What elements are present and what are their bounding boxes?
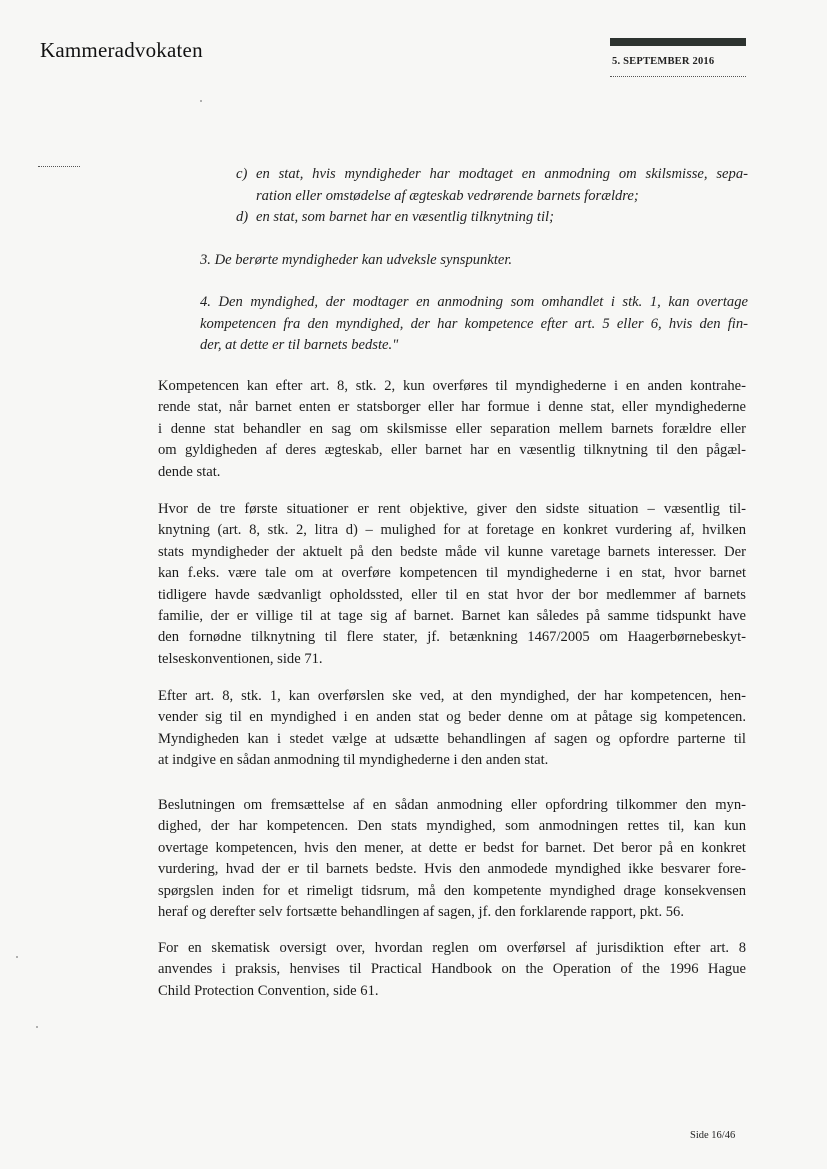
quote-item-c (236, 164, 748, 207)
kammeradvokaten-logo: Kammeradvokaten (40, 38, 203, 62)
quote-item-c-line1: c) en stat, hvis myndigheder har modtaget en anmodning om skilsmisse, sepa- (236, 164, 748, 186)
quote-item-d-label: d) (236, 209, 249, 225)
body-paragraph-4: Beslutningen om fremsættelse af en sådan anmodning eller opfordring tilkommer den myn- dighed, der har kompetencen. Den stats myndighed, som anmodningen rettes til, kan kun overtage kompetencen, hvis den mener, at dette er bedst for barnet. Det beror på en konkret vurdering, hvad der er til barnets bedste. Hvis den anmodede myndighed ikke besvarer fore- spørgslen inden for et rimeligt tidsrum, må den kompetente myndighed drage konsekvensen heraf og derefter selv fortsætte behandlingen af sagen, jf. den forklarende rapport, pkt. 56. (158, 797, 746, 921)
quote-item-d (236, 207, 748, 229)
quote-item-d-line1: d) en stat, som barnet har en væsentlig tilknytning til; (236, 207, 748, 229)
quote-para-4: 4. Den myndighed, der modtager en anmodning som omhandlet i stk. 1, kan overtage kompetencen fra den myndighed, der har kompetence efter art. 5 eller 6, hvis den fin- der, at dette er til barnets bedste." (200, 294, 748, 353)
quote-item-c-label: c) (236, 166, 248, 182)
quote-item-c-line2: ration eller omstødelse af ægteskab vedrørende barnets forældre; (256, 187, 639, 204)
scan-speck (36, 1026, 38, 1028)
body-paragraph-5: For en skematisk oversigt over, hvordan reglen om overførsel af jurisdiktion efter art. 8 anvendes i praksis, henvises til Practical Handbook on the Operation of the 1996 Hague Child Protection Convention, side 61. (158, 940, 746, 999)
scan-speck (16, 956, 18, 958)
body-paragraph-1: Kompetencen kan efter art. 8, stk. 2, kun overføres til myndighederne i en anden kontrahe- rende stat, når barnet enten er statsborger eller har formue i denne stat, eller myndighederne i denne stat behandler en sag om skilsmisse eller separation mellem barnets forældre eller om gyldigheden af deres ægteskab, eller barnet har en væsentlig tilknytning til den pågæl- dende stat. (158, 378, 746, 480)
margin-divider (38, 166, 80, 167)
header-bar (610, 38, 746, 46)
scan-speck (200, 100, 202, 102)
document-date: 5. SEPTEMBER 2016 (612, 56, 715, 67)
date-divider (610, 76, 746, 77)
body-paragraph-2: Hvor de tre første situationer er rent objektive, giver den sidste situation – væsentlig til- knytning (art. 8, stk. 2, litra d) – mulighed for at foretage en konkret vurdering af, hvilken stats myndigheder der aktuelt på den bedste måde vil kunne varetage barnets interesser. Der kan f.eks. være tale om at overføre kompetencen til myndighederne i en stat, hvor barnet tidligere havde sædvanligt opholdssted, eller til en stat hvor der bor medlemmer af barnets familie, der er villige til at tage sig af barnet. Barnet kan således på samme tidspunkt have den fornødne tilknytning til flere stater, jf. betænkning 1467/2005 om Haagerbørnebeskyt- telseskonventionen, side 71. (158, 501, 746, 667)
quote-para-3: 3. De berørte myndigheder kan udveksle synspunkter. (200, 252, 513, 268)
body-paragraph-3: Efter art. 8, stk. 1, kan overførslen ske ved, at den myndighed, der har kompetencen, hen- vender sig til en myndighed i en anden stat og beder denne om at påtage sig kompetencen. Myndigheden kan i stedet vælge at udsætte behandlingen af sagen og opfordre parterne til at indgive en sådan anmodning til myndighederne i den anden stat. (158, 688, 746, 769)
page-number: Side 16/46 (690, 1130, 736, 1141)
